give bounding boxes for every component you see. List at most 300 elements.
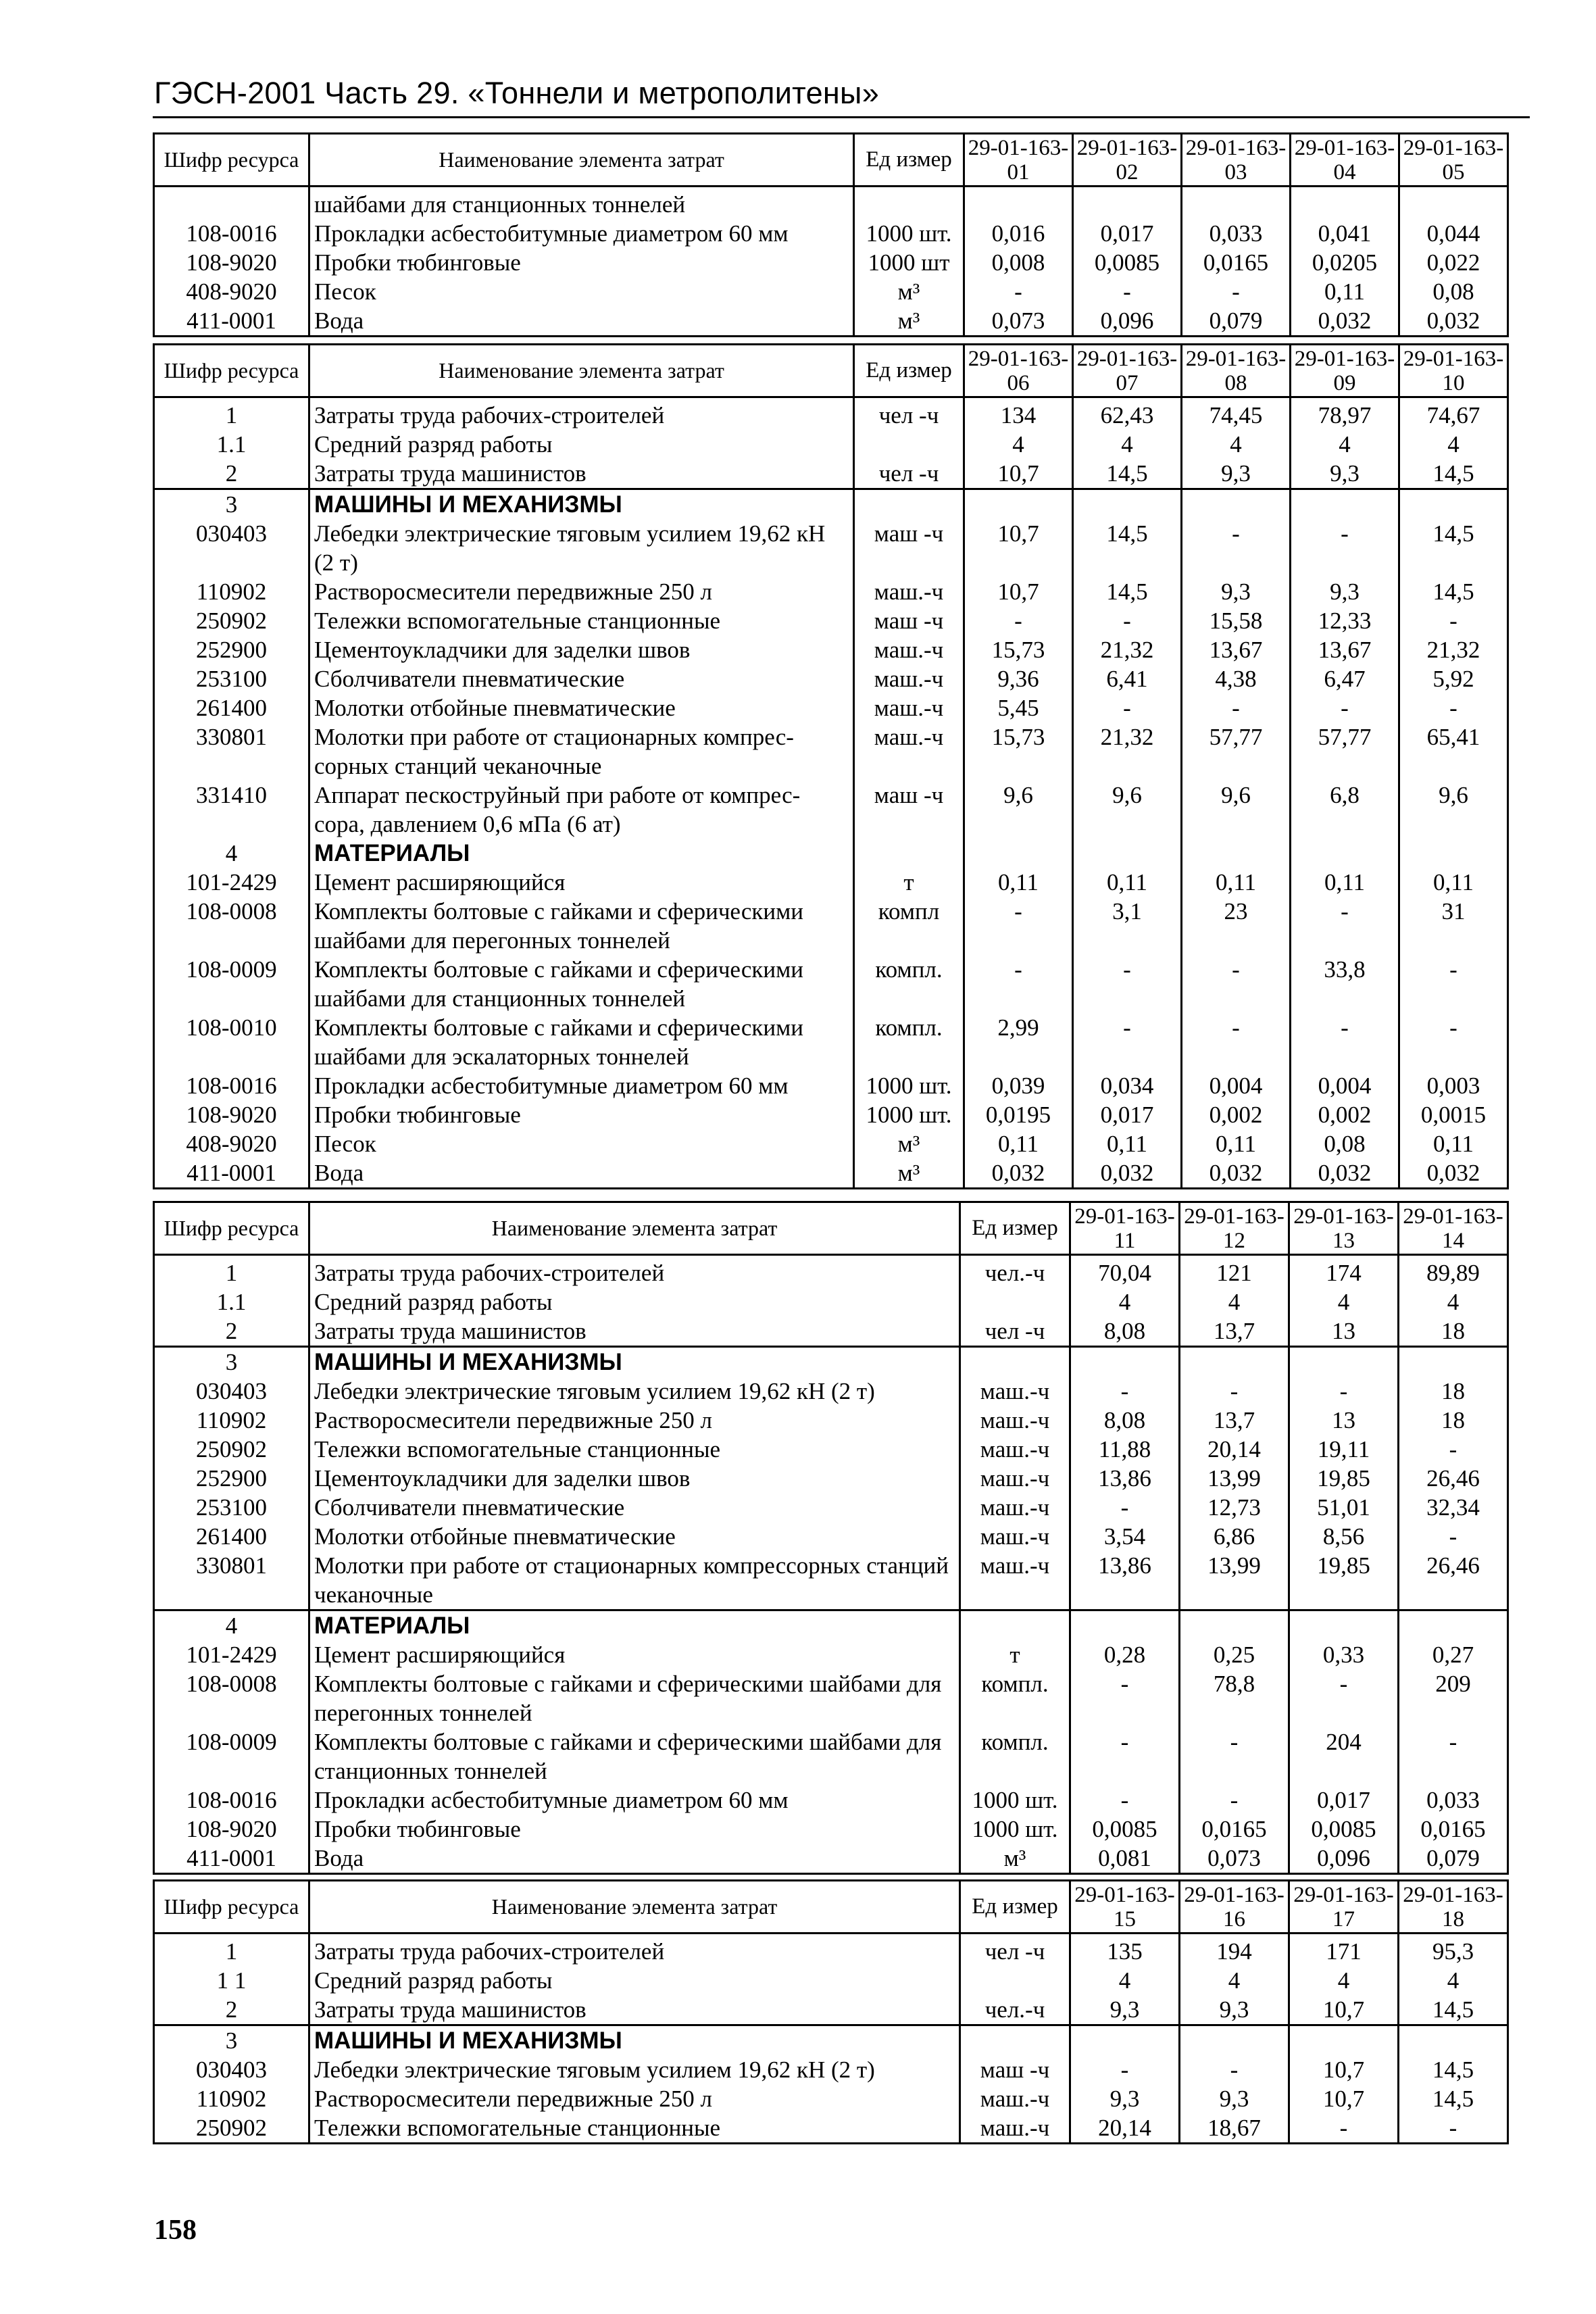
resource-code: 411-0001 <box>154 1158 309 1189</box>
unit-of-measure: чел.-ч <box>960 1255 1070 1288</box>
resource-name: Песок <box>309 277 854 306</box>
resource-name: Прокладки асбестобитумные диаметром 60 мм <box>309 1071 854 1100</box>
resource-name: Лебедки электрические тяговым усилием 19,62 кН (2 т) <box>309 519 854 577</box>
header-name: Наименование элемента затрат <box>309 345 854 397</box>
resource-code: 108-9020 <box>154 1815 309 1844</box>
norm-value: 18 <box>1399 1406 1508 1435</box>
resource-name: Комплекты болтовые с гайками и сферическими шайбами для перегонных тоннелей <box>309 1669 960 1727</box>
norm-value: 8,08 <box>1070 1316 1180 1347</box>
norm-value: 26,46 <box>1399 1551 1508 1610</box>
unit-of-measure: компл <box>854 897 964 955</box>
norm-value: 5,45 <box>964 693 1073 722</box>
norm-value: 209 <box>1399 1669 1508 1727</box>
norm-value: 0,034 <box>1073 1071 1182 1100</box>
unit-of-measure: 1000 шт. <box>960 1815 1070 1844</box>
table-row <box>154 1071 1508 1100</box>
norm-value: 134 <box>964 397 1073 430</box>
table-row <box>154 1844 1508 1874</box>
norm-value: 0,11 <box>1399 1129 1508 1158</box>
norm-value: - <box>1073 955 1182 1013</box>
norm-value: 13,67 <box>1291 635 1399 664</box>
resource-code: 108-0016 <box>154 1071 309 1100</box>
table-row <box>154 459 1508 489</box>
resource-code: 250902 <box>154 606 309 635</box>
resource-name: Сболчиватели пневматические <box>309 1493 960 1522</box>
norm-value: 0,096 <box>1073 306 1182 337</box>
norm-value: - <box>964 277 1073 306</box>
resource-code <box>154 187 309 220</box>
norm-value: 0,033 <box>1182 219 1291 248</box>
resource-name: Сболчиватели пневматические <box>309 664 854 693</box>
norm-value: 0,081 <box>1070 1844 1180 1874</box>
norm-value: 15,73 <box>964 722 1073 781</box>
resource-code: 2 <box>154 1995 309 2025</box>
norm-value <box>1399 187 1508 220</box>
unit-of-measure: т <box>854 868 964 897</box>
table-row <box>154 519 1508 577</box>
norm-value: 9,36 <box>964 664 1073 693</box>
table-row <box>154 664 1508 693</box>
norm-value: 65,41 <box>1399 722 1508 781</box>
table-row <box>154 187 1508 220</box>
unit-of-measure: маш.-ч <box>854 577 964 606</box>
unit-of-measure: 1000 шт. <box>854 1071 964 1100</box>
resource-name: Средний разряд работы <box>309 1966 960 1995</box>
header-norm-code: 29-01-163-09 <box>1291 345 1399 397</box>
norm-value: 0,0015 <box>1399 1100 1508 1129</box>
resource-name: Вода <box>309 306 854 337</box>
resource-code: 108-0016 <box>154 1786 309 1815</box>
norm-value: - <box>1070 1727 1180 1786</box>
resource-name: Средний разряд работы <box>309 1287 960 1316</box>
norm-value <box>1070 1347 1180 1377</box>
norm-value: 15,58 <box>1182 606 1291 635</box>
norm-value: - <box>964 606 1073 635</box>
unit-of-measure: маш.-ч <box>854 664 964 693</box>
resource-code: 1 <box>154 1934 309 1967</box>
norm-value: 23 <box>1182 897 1291 955</box>
norm-value: 10,7 <box>964 519 1073 577</box>
resource-name: Комплекты болтовые с гайками и сферическими шайбами для эскалаторных тоннелей <box>309 1013 854 1071</box>
resource-name: Прокладки асбестобитумные диаметром 60 мм <box>309 1786 960 1815</box>
norm-value: 0,032 <box>1399 1158 1508 1189</box>
norm-value: 0,0085 <box>1073 248 1182 277</box>
table-header-row <box>154 1881 1508 1934</box>
resource-name: Комплекты болтовые с гайками и сферическими шайбами для станционных тоннелей <box>309 955 854 1013</box>
resource-name: Прокладки асбестобитумные диаметром 60 мм <box>309 219 854 248</box>
resource-name: Затраты труда рабочих-строителей <box>309 397 854 430</box>
norm-value: 10,7 <box>1289 2055 1399 2084</box>
norm-value: 32,34 <box>1399 1493 1508 1522</box>
resource-code: 261400 <box>154 1522 309 1551</box>
norm-value: 0,002 <box>1291 1100 1399 1129</box>
norm-value: 11,88 <box>1070 1435 1180 1464</box>
norm-value: - <box>1399 1727 1508 1786</box>
norm-value: 13,99 <box>1180 1464 1289 1493</box>
resource-name: Цемент расширяющийся <box>309 868 854 897</box>
unit-of-measure <box>854 489 964 520</box>
unit-of-measure: м³ <box>960 1844 1070 1874</box>
resource-code: 261400 <box>154 693 309 722</box>
header-code: Шифр ресурса <box>154 1881 309 1934</box>
table-row <box>154 1522 1508 1551</box>
resource-code: 3 <box>154 2025 309 2056</box>
norm-value: 6,86 <box>1180 1522 1289 1551</box>
unit-of-measure: маш.-ч <box>960 2084 1070 2113</box>
norm-value: 9,3 <box>1070 1995 1180 2025</box>
resource-table-1 <box>153 132 1509 337</box>
norm-value: 0,002 <box>1182 1100 1291 1129</box>
norm-value: 0,044 <box>1399 219 1508 248</box>
norm-value: 13,7 <box>1180 1406 1289 1435</box>
table-header-row <box>154 1202 1508 1255</box>
table-row <box>154 1966 1508 1995</box>
norm-value <box>1073 187 1182 220</box>
norm-value: 89,89 <box>1399 1255 1508 1288</box>
norm-value: 4 <box>1182 430 1291 459</box>
norm-value: 14,5 <box>1399 519 1508 577</box>
norm-value: - <box>1399 1013 1508 1071</box>
norm-value <box>964 187 1073 220</box>
norm-value: - <box>1291 1013 1399 1071</box>
norm-value: 10,7 <box>1289 2084 1399 2113</box>
norm-value <box>1399 2025 1508 2056</box>
unit-of-measure: маш.-ч <box>960 1435 1070 1464</box>
norm-value: 4 <box>964 430 1073 459</box>
norm-value: 4 <box>1289 1966 1399 1995</box>
norm-value: 0,008 <box>964 248 1073 277</box>
norm-value: 0,079 <box>1182 306 1291 337</box>
header-name: Наименование элемента затрат <box>309 1881 960 1934</box>
resource-name: Молотки отбойные пневматические <box>309 1522 960 1551</box>
norm-value: 31 <box>1399 897 1508 955</box>
header-code: Шифр ресурса <box>154 345 309 397</box>
norm-value: 78,8 <box>1180 1669 1289 1727</box>
table-row <box>154 1640 1508 1669</box>
header-norm-code: 29-01-163-05 <box>1399 134 1508 187</box>
unit-of-measure: чел -ч <box>854 397 964 430</box>
norm-value: 9,3 <box>1182 459 1291 489</box>
norm-value <box>1399 489 1508 520</box>
header-norm-code: 29-01-163-07 <box>1073 345 1182 397</box>
norm-value: 4 <box>1399 430 1508 459</box>
norm-value: 9,3 <box>1180 2084 1289 2113</box>
norm-value: 74,67 <box>1399 397 1508 430</box>
norm-value: 20,14 <box>1070 2113 1180 2144</box>
norm-value: - <box>1180 1377 1289 1406</box>
norm-value: 0,004 <box>1182 1071 1291 1100</box>
table-row <box>154 693 1508 722</box>
norm-value: 4 <box>1399 1287 1508 1316</box>
norm-value: 9,3 <box>1180 1995 1289 2025</box>
resource-name: Пробки тюбинговые <box>309 1100 854 1129</box>
norm-value: 14,5 <box>1073 459 1182 489</box>
resource-code: 110902 <box>154 577 309 606</box>
norm-value: 0,016 <box>964 219 1073 248</box>
header-norm-code: 29-01-163-14 <box>1399 1202 1508 1255</box>
table-header-row <box>154 345 1508 397</box>
resource-code: 4 <box>154 839 309 868</box>
norm-value: 18 <box>1399 1377 1508 1406</box>
resource-name: Пробки тюбинговые <box>309 1815 960 1844</box>
norm-value: 10,7 <box>964 577 1073 606</box>
norm-value: 9,6 <box>1182 781 1291 839</box>
norm-value: 8,56 <box>1289 1522 1399 1551</box>
norm-value: 10,7 <box>1289 1995 1399 2025</box>
unit-of-measure <box>960 1287 1070 1316</box>
norm-value: 204 <box>1289 1727 1399 1786</box>
norm-value <box>1289 1347 1399 1377</box>
norm-value: - <box>1399 606 1508 635</box>
table-row <box>154 1377 1508 1406</box>
norm-value: 13,99 <box>1180 1551 1289 1610</box>
norm-value: - <box>1070 1493 1180 1522</box>
resource-code: 252900 <box>154 1464 309 1493</box>
resource-name: МАШИНЫ И МЕХАНИЗМЫ <box>309 2025 960 2056</box>
table-row <box>154 2084 1508 2113</box>
norm-value: 121 <box>1180 1255 1289 1288</box>
norm-value: - <box>1070 1377 1180 1406</box>
table-row <box>154 430 1508 459</box>
unit-of-measure: компл. <box>854 955 964 1013</box>
norm-value: 0,041 <box>1291 219 1399 248</box>
header-norm-code: 29-01-163-12 <box>1180 1202 1289 1255</box>
norm-value: - <box>1399 1522 1508 1551</box>
norm-value: 0,11 <box>1073 1129 1182 1158</box>
norm-value: 95,3 <box>1399 1934 1508 1967</box>
norm-value: 0,11 <box>1291 277 1399 306</box>
unit-of-measure: маш -ч <box>854 781 964 839</box>
norm-value: 3,54 <box>1070 1522 1180 1551</box>
resource-code: 331410 <box>154 781 309 839</box>
norm-value: 14,5 <box>1073 577 1182 606</box>
table-row <box>154 1995 1508 2025</box>
table-row <box>154 1287 1508 1316</box>
norm-value: 0,032 <box>1291 306 1399 337</box>
resource-code: 408-9020 <box>154 277 309 306</box>
norm-value: 14,5 <box>1399 459 1508 489</box>
resource-code: 108-0009 <box>154 955 309 1013</box>
resource-code: 408-9020 <box>154 1129 309 1158</box>
resource-name: Молотки при работе от стационарных компрессорных станций чеканочные <box>309 1551 960 1610</box>
norm-value: 51,01 <box>1289 1493 1399 1522</box>
resource-name: Затраты труда рабочих-строителей <box>309 1934 960 1967</box>
header-name: Наименование элемента затрат <box>309 134 854 187</box>
resource-code: 110902 <box>154 1406 309 1435</box>
resource-name: МАШИНЫ И МЕХАНИЗМЫ <box>309 489 854 520</box>
header-norm-code: 29-01-163-11 <box>1070 1202 1180 1255</box>
resource-code: 108-9020 <box>154 248 309 277</box>
norm-value: 18,67 <box>1180 2113 1289 2144</box>
norm-value: 8,08 <box>1070 1406 1180 1435</box>
resource-code: 101-2429 <box>154 1640 309 1669</box>
norm-value: 14,5 <box>1399 1995 1508 2025</box>
norm-value: 6,41 <box>1073 664 1182 693</box>
unit-of-measure: 1000 шт <box>854 248 964 277</box>
unit-of-measure: компл. <box>854 1013 964 1071</box>
table-row <box>154 277 1508 306</box>
unit-of-measure: м³ <box>854 1158 964 1189</box>
resource-code: 101-2429 <box>154 868 309 897</box>
norm-value <box>1182 489 1291 520</box>
norm-value <box>1070 2025 1180 2056</box>
resource-name: Цемент расширяющийся <box>309 1640 960 1669</box>
header-norm-code: 29-01-163-18 <box>1399 1881 1508 1934</box>
table-row <box>154 1815 1508 1844</box>
unit-of-measure: маш.-ч <box>960 1406 1070 1435</box>
norm-value: 0,11 <box>964 868 1073 897</box>
norm-value: 0,073 <box>964 306 1073 337</box>
norm-value: - <box>1073 693 1182 722</box>
resource-name: Затраты труда машинистов <box>309 1316 960 1347</box>
norm-value: 0,073 <box>1180 1844 1289 1874</box>
norm-value <box>1399 1610 1508 1641</box>
resource-code: 1 <box>154 397 309 430</box>
norm-value: 0,28 <box>1070 1640 1180 1669</box>
header-norm-code: 29-01-163-13 <box>1289 1202 1399 1255</box>
norm-value: 13,86 <box>1070 1464 1180 1493</box>
unit-of-measure: маш.-ч <box>960 1551 1070 1610</box>
resource-code: 030403 <box>154 2055 309 2084</box>
norm-value: - <box>1291 897 1399 955</box>
unit-of-measure: маш -ч <box>854 606 964 635</box>
table-row <box>154 2055 1508 2084</box>
resource-code: 2 <box>154 459 309 489</box>
norm-value: 9,3 <box>1070 2084 1180 2113</box>
resource-code: 030403 <box>154 519 309 577</box>
resource-code: 108-0008 <box>154 1669 309 1727</box>
norm-value: 4 <box>1180 1287 1289 1316</box>
unit-of-measure: чел -ч <box>960 1316 1070 1347</box>
norm-value: - <box>1399 1435 1508 1464</box>
norm-value: - <box>1289 1377 1399 1406</box>
norm-value: 0,11 <box>1182 1129 1291 1158</box>
table-row <box>154 1464 1508 1493</box>
resource-name: Лебедки электрические тяговым усилием 19,62 кН (2 т) <box>309 2055 960 2084</box>
norm-value: 0,0165 <box>1399 1815 1508 1844</box>
norm-value: - <box>1073 1013 1182 1071</box>
norm-value: - <box>1182 955 1291 1013</box>
unit-of-measure: маш.-ч <box>854 693 964 722</box>
norm-value: - <box>1180 2055 1289 2084</box>
table-row <box>154 1727 1508 1786</box>
norm-value: 57,77 <box>1291 722 1399 781</box>
unit-of-measure: м³ <box>854 1129 964 1158</box>
norm-value <box>1289 2025 1399 2056</box>
norm-value: 0,032 <box>1182 1158 1291 1189</box>
unit-of-measure: чел.-ч <box>960 1995 1070 2025</box>
table-row <box>154 489 1508 520</box>
norm-value: 0,022 <box>1399 248 1508 277</box>
norm-value: 12,33 <box>1291 606 1399 635</box>
header-unit: Ед измер <box>960 1202 1070 1255</box>
unit-of-measure: маш.-ч <box>960 1464 1070 1493</box>
resource-code: 3 <box>154 1347 309 1377</box>
resource-name: Песок <box>309 1129 854 1158</box>
norm-value: 0,004 <box>1291 1071 1399 1100</box>
norm-value: 4,38 <box>1182 664 1291 693</box>
norm-value: - <box>1289 1669 1399 1727</box>
table-row <box>154 1255 1508 1288</box>
norm-value: 9,3 <box>1291 459 1399 489</box>
norm-value: 0,11 <box>1073 868 1182 897</box>
page-number: 158 <box>154 2215 197 2246</box>
norm-value: 0,017 <box>1073 219 1182 248</box>
norm-value: 14,5 <box>1073 519 1182 577</box>
norm-value: 15,73 <box>964 635 1073 664</box>
norm-value: 0,017 <box>1289 1786 1399 1815</box>
header-norm-code: 29-01-163-16 <box>1180 1881 1289 1934</box>
unit-of-measure: маш.-ч <box>854 635 964 664</box>
norm-value: 3,1 <box>1073 897 1182 955</box>
header-norm-code: 29-01-163-06 <box>964 345 1073 397</box>
unit-of-measure: чел -ч <box>854 459 964 489</box>
resource-name: МАТЕРИАЛЫ <box>309 1610 960 1641</box>
norm-value: 0,0165 <box>1180 1815 1289 1844</box>
norm-value: 74,45 <box>1182 397 1291 430</box>
table-row <box>154 397 1508 430</box>
norm-value: 4 <box>1073 430 1182 459</box>
norm-value: - <box>1399 2113 1508 2144</box>
norm-value: - <box>1070 2055 1180 2084</box>
table-row <box>154 722 1508 781</box>
resource-name: Растворосмесители передвижные 250 л <box>309 577 854 606</box>
header-unit: Ед измер <box>854 345 964 397</box>
norm-value <box>1291 187 1399 220</box>
table-row <box>154 1786 1508 1815</box>
resource-code: 108-0016 <box>154 219 309 248</box>
norm-value: 19,11 <box>1289 1435 1399 1464</box>
header-unit: Ед измер <box>960 1881 1070 1934</box>
norm-value <box>1399 839 1508 868</box>
norm-value: 0,032 <box>1073 1158 1182 1189</box>
resource-code: 1 <box>154 1255 309 1288</box>
unit-of-measure: маш -ч <box>854 519 964 577</box>
resource-code: 108-0010 <box>154 1013 309 1071</box>
table-row <box>154 1934 1508 1967</box>
norm-value <box>1073 489 1182 520</box>
page-header: ГЭСН-2001 Часть 29. «Тоннели и метрополитены» <box>154 76 880 110</box>
norm-value: 0,096 <box>1289 1844 1399 1874</box>
resource-code: 252900 <box>154 635 309 664</box>
resource-name: Затраты труда рабочих-строителей <box>309 1255 960 1288</box>
norm-value: - <box>1180 1786 1289 1815</box>
norm-value: - <box>1180 1727 1289 1786</box>
norm-value: 171 <box>1289 1934 1399 1967</box>
norm-value: 0,079 <box>1399 1844 1508 1874</box>
resource-name: Пробки тюбинговые <box>309 248 854 277</box>
table-row <box>154 1100 1508 1129</box>
norm-value: 9,6 <box>1073 781 1182 839</box>
resource-code: 3 <box>154 489 309 520</box>
norm-value: - <box>1289 2113 1399 2144</box>
resource-code: 4 <box>154 1610 309 1641</box>
norm-value: - <box>1070 1786 1180 1815</box>
resource-name: Аппарат пескоструйный при работе от компрес-сора, давлением 0,6 мПа (6 ат) <box>309 781 854 839</box>
resource-table-3 <box>153 1201 1509 1875</box>
norm-value: 14,5 <box>1399 577 1508 606</box>
unit-of-measure: т <box>960 1640 1070 1669</box>
norm-value: 4 <box>1180 1966 1289 1995</box>
resource-code: 108-9020 <box>154 1100 309 1129</box>
norm-value: - <box>1073 277 1182 306</box>
norm-value <box>1180 2025 1289 2056</box>
norm-value <box>1291 839 1399 868</box>
norm-value: 194 <box>1180 1934 1289 1967</box>
table-row <box>154 1406 1508 1435</box>
norm-value: 21,32 <box>1399 635 1508 664</box>
norm-value: 70,04 <box>1070 1255 1180 1288</box>
